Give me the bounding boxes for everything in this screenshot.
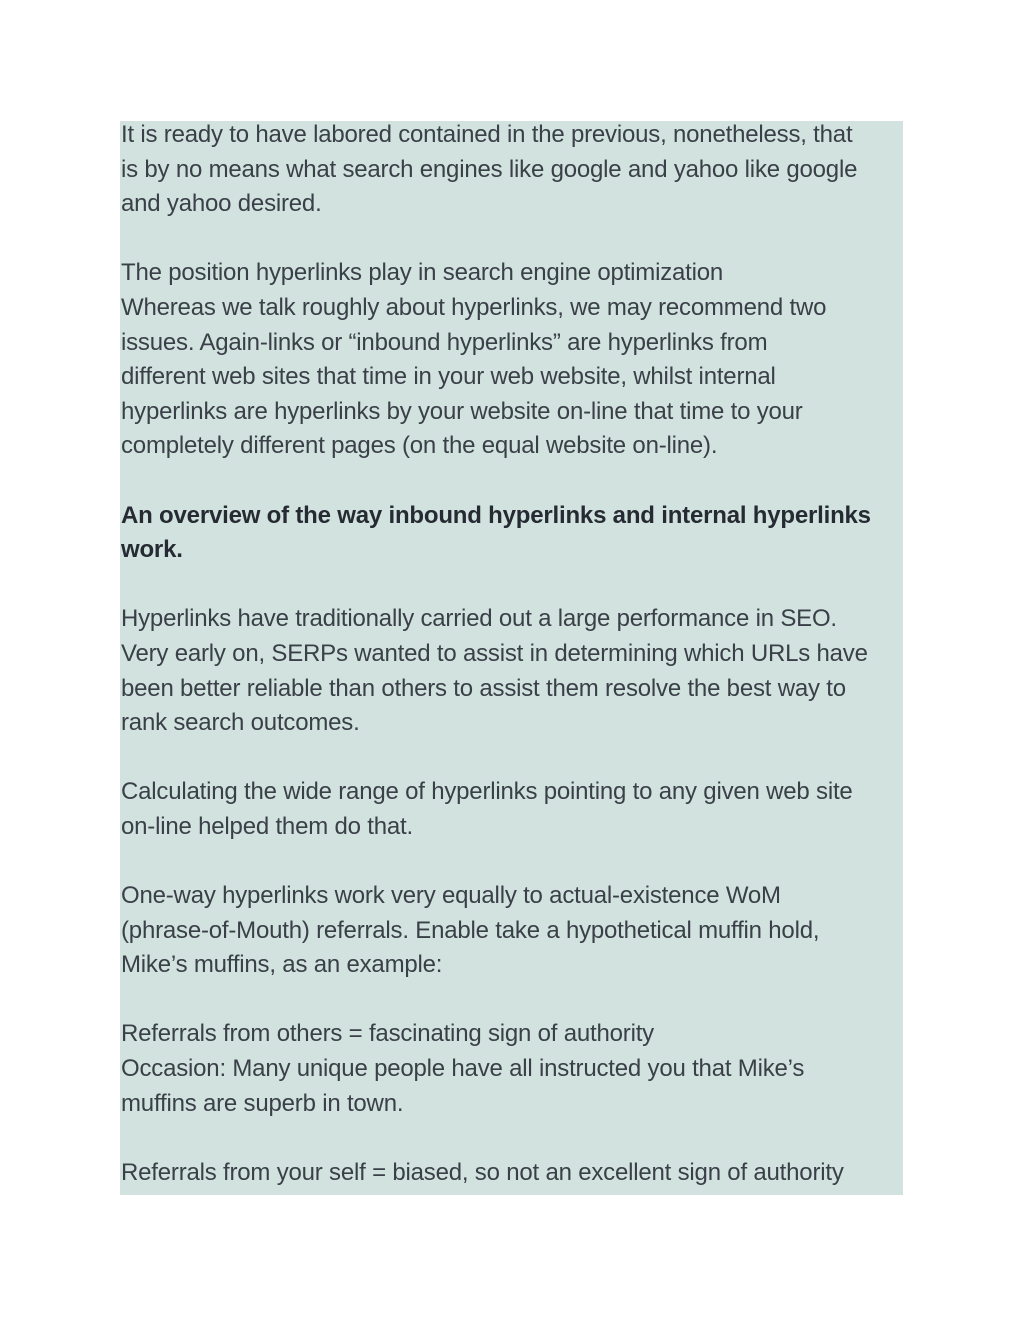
- text-line: been better reliable than others to assist them resolve the best way to: [121, 674, 846, 702]
- text-line: rank search outcomes.: [121, 709, 360, 737]
- text-line: on-line helped them do that.: [121, 812, 413, 840]
- section-heading: [121, 499, 906, 568]
- text-line: completely different pages (on the equal website on-line).: [121, 432, 718, 460]
- text-line: Hyperlinks have traditionally carried out a large performance in SEO.: [121, 605, 837, 633]
- paragraph-oneway: [121, 879, 906, 983]
- text-line: issues. Again-links or “inbound hyperlinks” are hyperlinks from: [121, 328, 768, 356]
- text-line: One-way hyperlinks work very equally to actual-existence WoM: [121, 882, 781, 910]
- text-line: Whereas we talk roughly about hyperlinks, we may recommend two: [121, 293, 827, 321]
- paragraph-traditional: [121, 602, 906, 740]
- text-line: Very early on, SERPs wanted to assist in determining which URLs have: [121, 639, 868, 667]
- text-line: Occasion: Many unique people have all instructed you that Mike’s: [121, 1055, 805, 1083]
- paragraph-position: [121, 256, 906, 464]
- heading-line: work.: [121, 536, 183, 564]
- heading-line: An overview of the way inbound hyperlinks and internal hyperlinks: [121, 501, 871, 529]
- paragraph-intro: [121, 118, 906, 222]
- text-line: Referrals from your self = biased, so not an excellent sign of authority: [121, 1158, 844, 1186]
- text-line: Referrals from others = fascinating sign of authority: [121, 1020, 654, 1048]
- text-line: different web sites that time in your web website, whilst internal: [121, 363, 776, 391]
- text-line: muffins are superb in town.: [121, 1089, 404, 1117]
- paragraph-referrals-self: [121, 1156, 906, 1191]
- text-line: Mike’s muffins, as an example:: [121, 951, 443, 979]
- text-line: hyperlinks are hyperlinks by your website on-line that time to your: [121, 397, 803, 425]
- text-line: (phrase-of-Mouth) referrals. Enable take a hypothetical muffin hold,: [121, 916, 820, 944]
- paragraph-referrals-others: [121, 1017, 906, 1121]
- text-line: Calculating the wide range of hyperlinks pointing to any given web site: [121, 778, 853, 806]
- text-line: and yahoo desired.: [121, 190, 322, 218]
- text-line: It is ready to have labored contained in the previous, nonetheless, that: [121, 121, 853, 148]
- text-line: is by no means what search engines like google and yahoo like google: [121, 155, 858, 183]
- document-body: [121, 118, 906, 1190]
- text-line: The position hyperlinks play in search engine optimization: [121, 259, 724, 287]
- paragraph-calculating: [121, 775, 906, 844]
